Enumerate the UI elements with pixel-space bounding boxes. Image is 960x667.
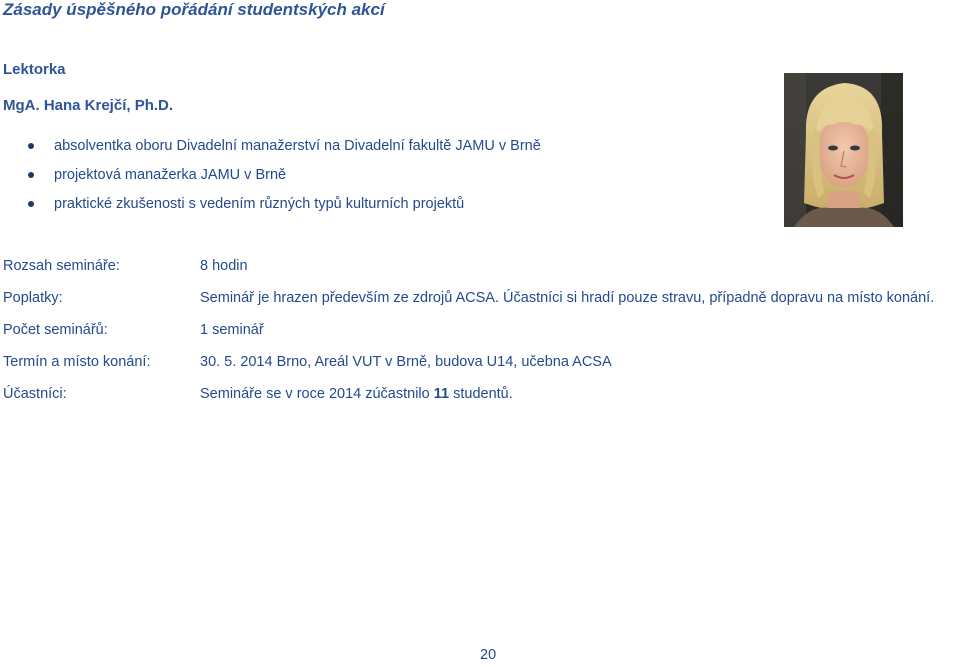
bullet-item [0,136,541,165]
lecturer-portrait-icon [784,73,903,227]
participants-text-after: studentů. [449,386,513,402]
info-label: Počet seminářů: [3,322,108,338]
bullet-text: absolventka oboru Divadelní manažerství na Divadelní fakultě JAMU v Brně [54,138,541,154]
bullet-dot-icon [28,201,34,207]
info-value: 1 seminář [200,322,264,338]
bullet-text: praktické zkušenosti s vedením různých typů kulturních projektů [54,196,465,212]
participants-text-before: Semináře se v roce 2014 zúčastnilo [200,386,434,402]
document-title: Zásady úspěšného pořádání studentských akcí [3,0,385,19]
bullet-text: projektová manažerka JAMU v Brně [54,167,287,183]
section-heading-lecturer: Lektorka [3,61,66,78]
bullet-dot-icon [28,172,34,178]
lecturer-name: MgA. Hana Krejčí, Ph.D. [3,97,174,114]
bullet-item [0,194,541,223]
info-label: Účastníci: [3,386,67,402]
page-number: 20 [480,647,497,663]
info-label: Termín a místo konání: [3,354,151,370]
bullet-dot-icon [28,143,34,149]
info-value: 8 hodin [200,258,248,274]
info-label: Poplatky: [3,290,63,306]
bullet-item [0,165,541,194]
info-value: Seminář je hrazen především ze zdrojů ACSA. Účastníci si hradí pouze stravu, případně dopravu na místo konání. [200,290,935,306]
lecturer-photo [784,73,903,227]
info-label: Rozsah semináře: [3,258,120,274]
info-value [200,386,513,402]
info-value: 30. 5. 2014 Brno, Areál VUT v Brně, budova U14, učebna ACSA [200,354,612,370]
lecturer-bullet-list [0,136,541,223]
participants-count: 11 [433,386,450,402]
